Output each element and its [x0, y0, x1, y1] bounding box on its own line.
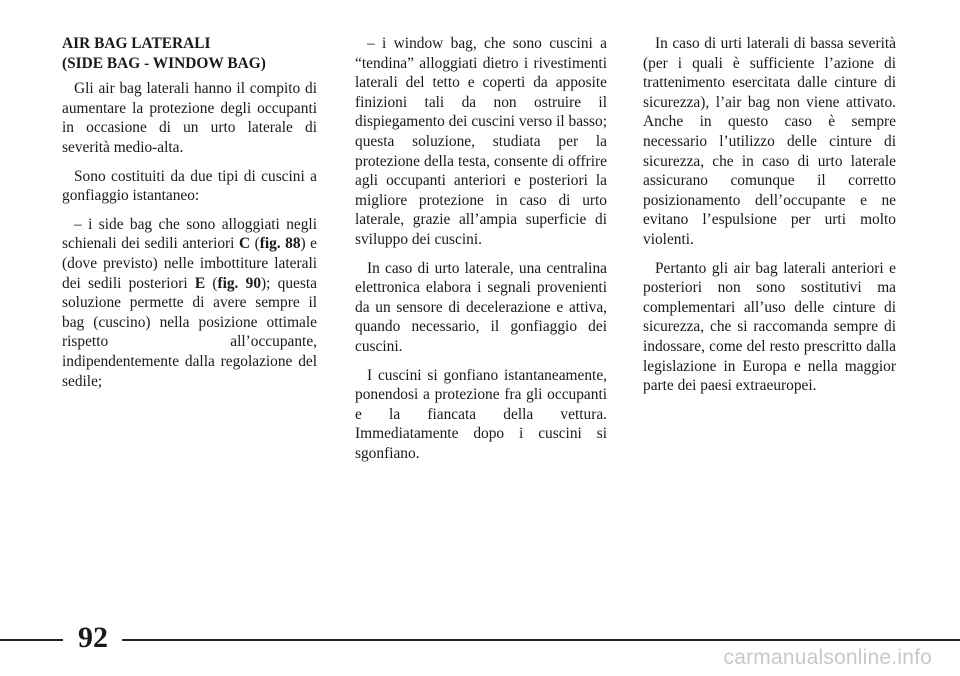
- paragraph-low-severity: In caso di urti laterali di bassa severità (per i quali è sufficiente l’azione di trattenimento esercitata dalle cinture di sicurezza), l’air bag non viene attivato. Anche in questo caso è sempre necessario l’utilizzo delle cinture di sicurezza, che in caso di urto laterale assicurano comunque il corretto posizionamento dell’occupante e ne evitano l’espulsione per urti molto violenti.: [643, 35, 896, 248]
- paragraph-inflation: I cuscini si gonfiano istantaneamente, ponendosi a protezione fra gli occupanti e la fiancata della vettura. Immediatamente dopo i cuscini si sgonfiano.: [355, 366, 607, 462]
- heading-line-1: AIR BAG LATERALI: [62, 35, 211, 52]
- side-bag-text-3: ) e (dove previsto) nelle imbottiture laterali dei sedili posteriori: [62, 235, 317, 292]
- side-bag-text-4: (: [205, 274, 218, 292]
- column-left: [62, 34, 317, 400]
- side-bag-text-1: – i side bag che sono alloggiati negli schienali dei sedili anteriori: [62, 215, 317, 253]
- footer-rule-left: [0, 639, 63, 641]
- side-bag-text-2: (: [250, 235, 260, 253]
- page-number: 92: [78, 621, 108, 654]
- side-bag-text-5: ); questa soluzione permette di avere sempre il bag (cuscino) nella posizione ottimale rispetto all’occupante, indipendentemente dalla regolazione del sedile;: [62, 274, 317, 390]
- paragraph-types: Sono costituiti da due tipi di cuscini a gonfiaggio istantaneo:: [62, 167, 317, 205]
- fig-88-reference: fig. 88: [259, 235, 301, 253]
- paragraph-side-bag: [62, 215, 317, 391]
- column-right: [643, 34, 896, 405]
- paragraph-side-impact: In caso di urto laterale, una centralina elettronica elabora i segnali provenienti da un sensore di decelerazione e attiva, quando necessario, il gonfiaggio dei cuscini.: [355, 259, 607, 355]
- column-middle: [355, 34, 607, 472]
- paragraph-window-bag: – i window bag, che sono cuscini a “tendina” alloggiati dietro i rivestimenti laterali del tetto e coperti da apposite finizioni tali da non ostruire il dispiegamento dei cuscini verso il basso; questa soluzione, studiata per la protezione della testa, consente di offrire agli occupanti anteriori e posteriori la migliore protezione in caso di urto laterale, grazie all’ampia superficie di sviluppo dei cuscini.: [355, 35, 607, 248]
- fig-90-reference: fig. 90: [217, 274, 262, 292]
- label-e: E: [194, 274, 206, 292]
- paragraph-complementary: Pertanto gli air bag laterali anteriori e posteriori non sono sostitutivi ma complementari all’uso delle cinture di sicurezza, che si raccomanda sempre di indossare, come del resto prescritto dalla legislazione in Europa e nella maggior parte dei paesi extraeuropei.: [643, 259, 896, 395]
- section-heading: [62, 34, 317, 73]
- paragraph-intro: Gli air bag laterali hanno il compito di aumentare la protezione degli occupanti in occasione di un urto laterale di severità medio-alta.: [62, 80, 317, 156]
- watermark: carmanualsonline.info: [723, 646, 932, 669]
- footer-rule-right: [122, 639, 960, 641]
- label-c: C: [238, 235, 251, 253]
- heading-line-2: (SIDE BAG - WINDOW BAG): [62, 54, 266, 72]
